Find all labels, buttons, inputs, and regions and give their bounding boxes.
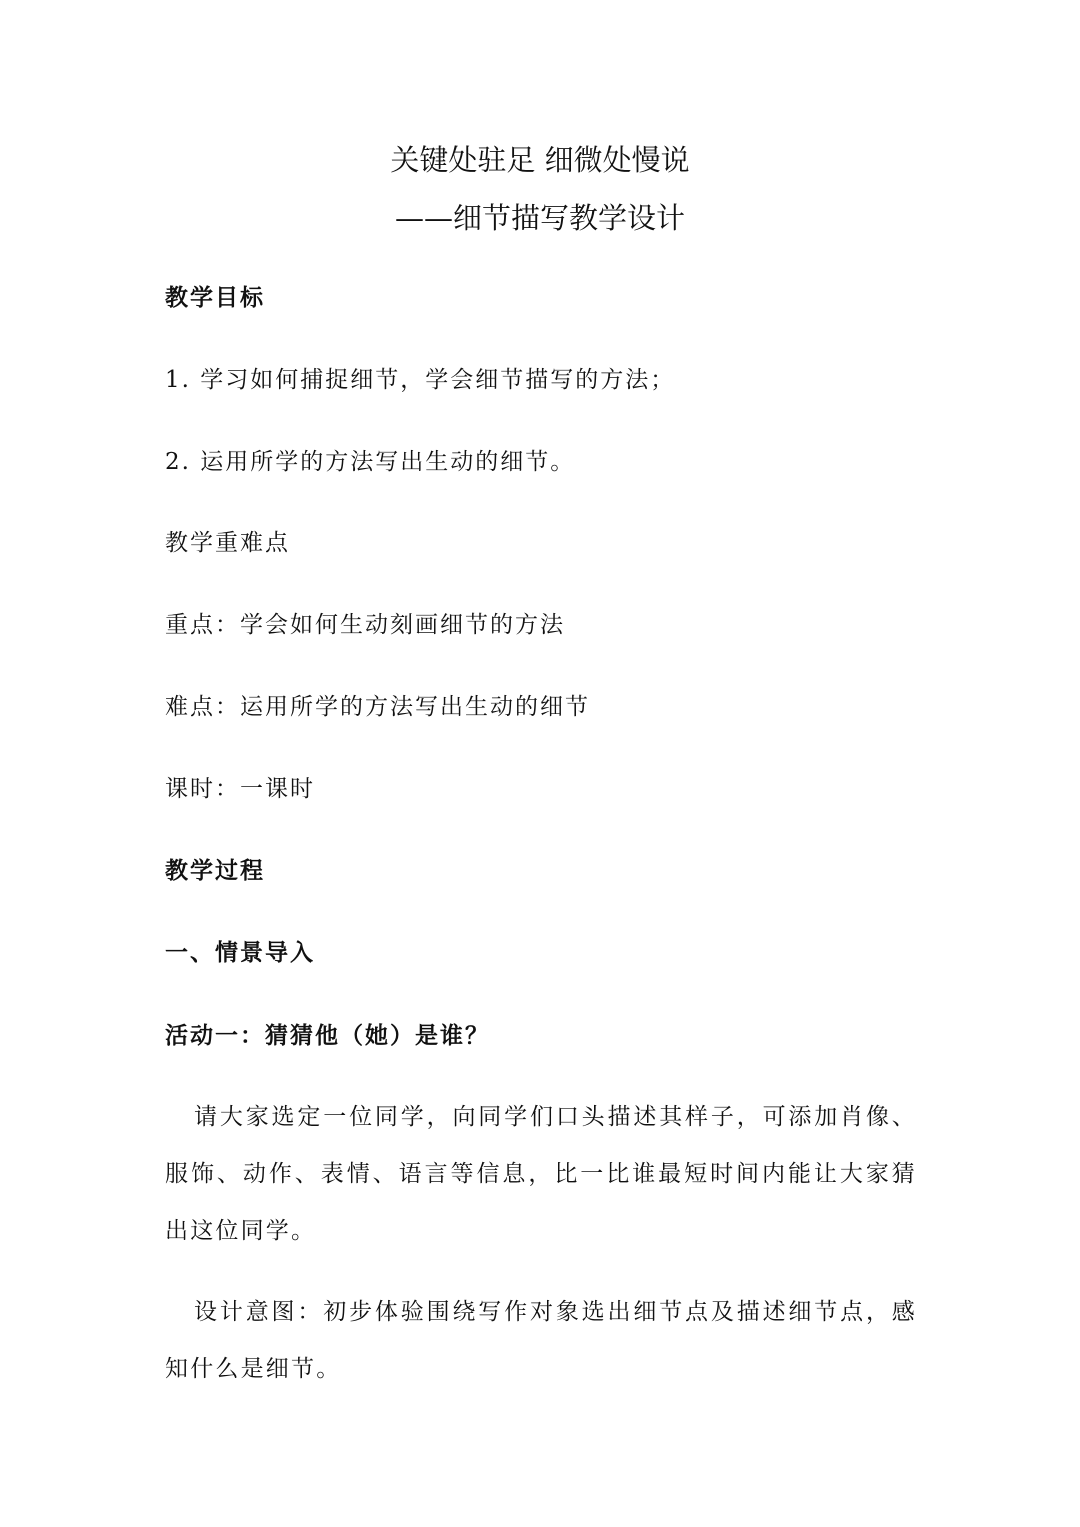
process-heading: 教学过程 bbox=[165, 857, 265, 884]
section-heading-intro: 一、情景导入 bbox=[165, 939, 315, 966]
key-point: 重点：学会如何生动刻画细节的方法 bbox=[165, 612, 565, 638]
activity-paragraph: 请大家选定一位同学，向同学们口头描述其样子，可添加肖像、服饰、动作、表情、语言等信息，比一比谁最短时间内能让大家猜出这位同学。 bbox=[165, 1104, 917, 1244]
document-title: 关键处驻足 细微处慢说 bbox=[390, 143, 690, 177]
goals-heading: 教学目标 bbox=[165, 284, 265, 311]
goal-item-1: 1. 学习如何捕捉细节，学会细节描写的方法； bbox=[165, 367, 676, 393]
document-subtitle: ——细节描写教学设计 bbox=[394, 201, 685, 235]
activity-heading: 活动一：猜猜他（她）是谁？ bbox=[165, 1022, 490, 1049]
goal-item-2: 2. 运用所学的方法写出生动的细节。 bbox=[165, 449, 576, 475]
lesson-duration: 课时：一课时 bbox=[165, 776, 315, 802]
design-intent-paragraph: 设计意图：初步体验围绕写作对象选出细节点及描述细节点，感知什么是细节。 bbox=[165, 1299, 917, 1382]
key-points-heading: 教学重难点 bbox=[165, 530, 290, 556]
difficult-point: 难点：运用所学的方法写出生动的细节 bbox=[165, 694, 590, 720]
